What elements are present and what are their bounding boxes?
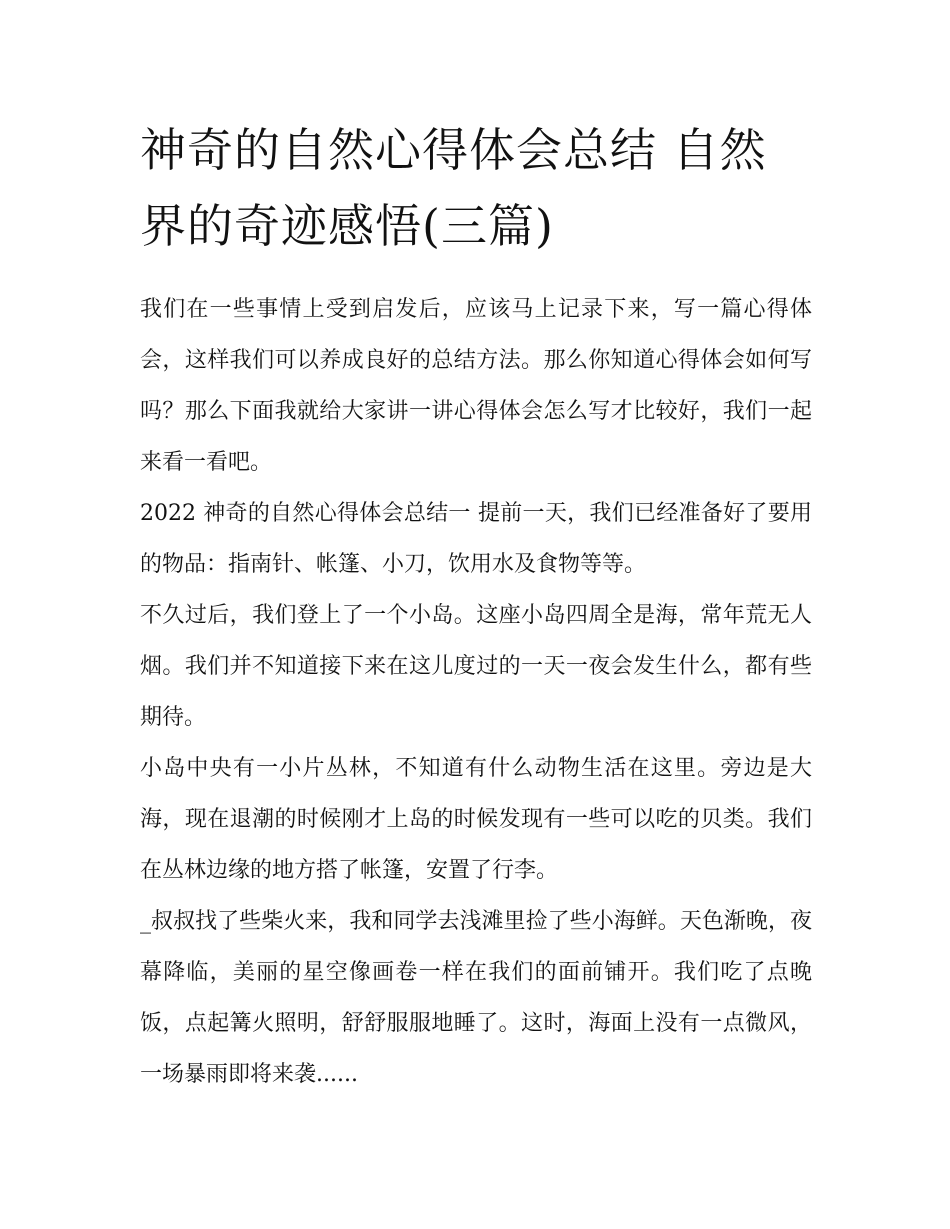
document-page	[140, 112, 812, 1100]
paragraph-preparation: 2022 神奇的自然心得体会总结一 提前一天，我们已经准备好了要用的物品：指南针、帐篷、小刀，饮用水及食物等等。	[140, 501, 812, 577]
document-title: 神奇的自然心得体会总结 自然界的奇迹感悟(三篇)	[140, 123, 767, 253]
paragraph-intro: 我们在一些事情上受到启发后，应该马上记录下来，写一篇心得体会，这样我们可以养成良好的总结方法。那么你知道心得体会如何写吗？那么下面我就给大家讲一讲心得体会怎么写才比较好，我们一起来看一看吧。	[140, 297, 812, 475]
paragraph-jungle: 小岛中央有一小片丛林，不知道有什么动物生活在这里。旁边是大海，现在退潮的时候刚才上岛的时候发现有一些可以吃的贝类。我们在丛林边缘的地方搭了帐篷，安置了行李。	[140, 756, 812, 883]
paragraph-night: _叔叔找了些柴火来，我和同学去浅滩里捡了些小海鲜。天色渐晚，夜幕降临，美丽的星空像画卷一样在我们的面前铺开。我们吃了点晚饭，点起篝火照明，舒舒服服地睡了。这时，海面上没有一点微风，一场暴雨即将来袭......	[140, 909, 812, 1087]
paragraph-arrival: 不久过后，我们登上了一个小岛。这座小岛四周全是海，常年荒无人烟。我们并不知道接下来在这儿度过的一天一夜会发生什么，都有些期待。	[140, 603, 812, 730]
